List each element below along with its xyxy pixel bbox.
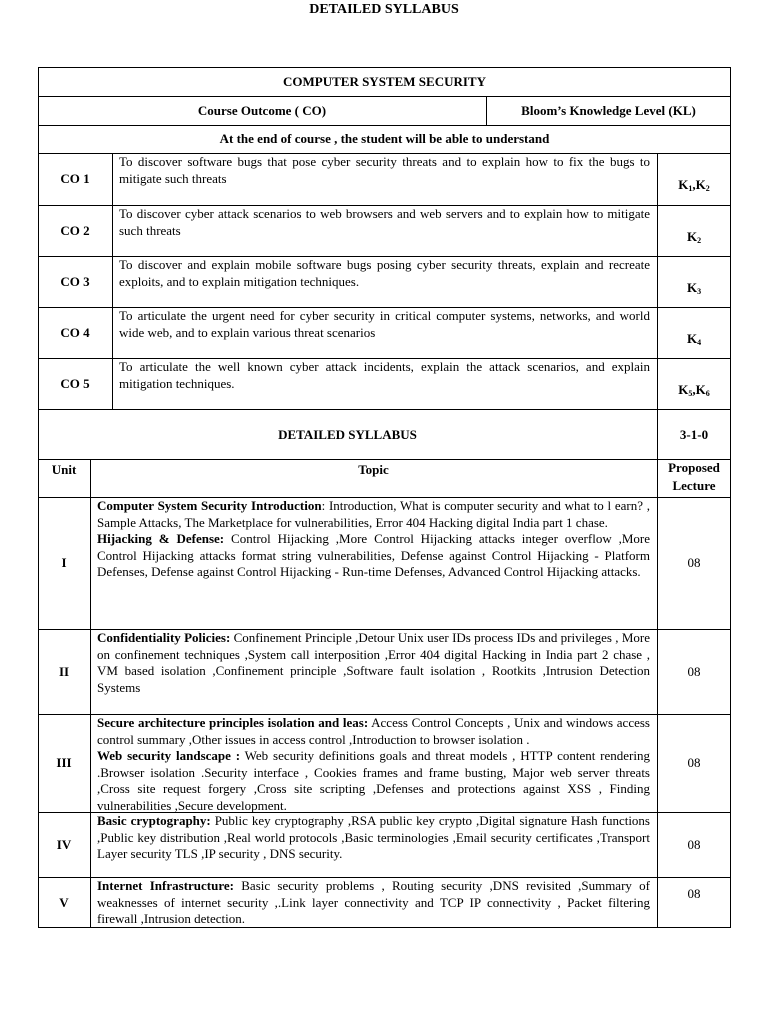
co-description: To articulate the well known cyber attack incidents, explain the attack scenarios, and explain mitigation techniques. [119, 359, 650, 391]
syllabus-credits: 3-1-0 [679, 426, 709, 442]
co-header: Course Outcome ( CO) [197, 102, 327, 118]
unit-topic [97, 813, 650, 863]
co-id: CO 5 [60, 376, 90, 391]
topic-paragraph [97, 715, 650, 748]
topic-heading: Basic cryptography: [97, 813, 211, 828]
unit-lectures: 08 [687, 555, 701, 570]
unit-lectures: 08 [687, 663, 701, 679]
co-id: CO 2 [60, 222, 90, 238]
col-lecture-line2: Lecture [672, 478, 716, 493]
topic-heading: Confidentiality Policies: [97, 630, 231, 645]
co-intro: At the end of course , the student will be able to understand [219, 131, 550, 146]
co-description: To articulate the urgent need for cyber security in critical computer systems, networks, and world wide web, and to explain various threat scenarios [119, 308, 650, 340]
kl-header: Bloom’s Knowledge Level (KL) [521, 102, 696, 118]
topic-text: Access Control Concepts , Unix and windows access control summary ,Other issues in access control ,Introduction to browser isolation . [97, 715, 650, 747]
topic-text: Introduction, What is computer security and what to l earn? , Sample Attacks, The Marketplace for vulnerabilities, Error 404 Hacking digital India part 1 chase. [97, 498, 650, 530]
topic-separator: : [321, 498, 329, 513]
co-knowledge-level: $K_1$ , $K_2$ [678, 177, 710, 193]
topic-heading: Secure architecture principles isolation and leas: [97, 715, 369, 730]
kl-value: $K_2$ [695, 177, 710, 193]
co-description: To discover cyber attack scenarios to web browsers and web servers and to explain how to mitigate such threats [119, 206, 650, 238]
course-title: COMPUTER SYSTEM SECURITY [283, 73, 486, 89]
topic-heading: Hijacking & Defense: [97, 531, 225, 546]
co-id: CO 1 [60, 171, 90, 186]
unit-number: V [59, 894, 69, 910]
kl-value: $K_3$ [686, 279, 702, 296]
col-unit-header: Unit [51, 462, 77, 477]
co-knowledge-level [657, 211, 731, 262]
topic-text: Confinement Principle ,Detour Unix user IDs process IDs and privileges , More on confinement techniques ,System call interposition ,Error 404 digital Hacking in India part 2 chase , VM based isolation ,Confinement principle ,Software fault isolation , Rootkits ,Intrusion Detection Systems [97, 630, 650, 695]
topic-heading: Web security landscape : [97, 748, 241, 763]
co-description: To discover and explain mobile software bugs posing cyber security threats, explain and recreate exploits, and to explain mitigation techniques. [119, 257, 650, 289]
co-id: CO 4 [60, 324, 90, 340]
unit-number: III [56, 755, 72, 770]
col-topic-header: Topic [358, 462, 389, 477]
co-knowledge-level [657, 262, 731, 313]
topic-paragraph [97, 630, 650, 696]
topic-heading: Computer System Security Introduction [97, 498, 322, 513]
unit-topic [97, 630, 650, 696]
topic-paragraph [97, 498, 650, 531]
page-title: DETAILED SYLLABUS [309, 2, 459, 17]
co-description: To discover software bugs that pose cyber security threats and to explain how to fix the bugs to mitigate such threats [119, 154, 650, 186]
kl-value: $K_6$ [695, 382, 710, 398]
unit-lectures: 08 [687, 836, 701, 852]
col-lecture-line1: Proposed [668, 460, 720, 475]
topic-text: Web security definitions goals and threat models , HTTP content rendering .Browser isolation .Security interface , Cookies frames and frame busting, Major web server threats ,Cross site request forgery ,Cross site scripting ,Defenses and protections against XSS , Finding vulnerabilities ,Secure development. [97, 748, 650, 813]
co-knowledge-level [657, 313, 731, 364]
co-id: CO 3 [60, 273, 90, 289]
kl-value: $K_5$ [678, 382, 693, 398]
syllabus-title: DETAILED SYLLABUS [278, 426, 417, 442]
unit-number: II [58, 663, 70, 679]
kl-value: $K_2$ [686, 228, 702, 245]
topic-paragraph [97, 748, 650, 814]
topic-text: Public key cryptography ,RSA public key crypto ,Digital signature Hash functions ,Public key distribution ,Real world protocols ,Basic terminologies ,Email security certificates ,Transport Layer security TLS ,IP security , DNS security. [97, 813, 650, 861]
col-lecture-header [657, 459, 731, 497]
topic-heading: Internet Infrastructure: [97, 878, 234, 893]
topic-paragraph [97, 878, 650, 928]
unit-lectures: 08 [687, 886, 701, 901]
topic-separator [224, 531, 231, 546]
co-knowledge-level: $K_5$ , $K_6$ [678, 382, 710, 398]
unit-number: IV [56, 836, 72, 852]
kl-value: $K_4$ [686, 330, 702, 347]
unit-lectures: 08 [687, 755, 701, 770]
unit-topic [97, 878, 650, 928]
topic-text: Basic security problems , Routing security ,DNS revisited ,Summary of weaknesses of internet security ,.Link layer connectivity and TCP IP connectivity , Packet filtering firewall ,Intrusion detection. [97, 878, 650, 926]
unit-topic [97, 498, 650, 581]
unit-topic [97, 715, 650, 814]
unit-number: I [61, 555, 67, 570]
topic-text: Control Hijacking ,More Control Hijacking attacks integer overflow ,More Control Hijacking attacks format string vulnerabilities, Defense against Control Hijacking - Platform Defenses, Defense against Control Hijacking - Run-time Defenses, Advanced Control Hijacking attacks. [97, 531, 651, 579]
topic-paragraph [97, 813, 650, 863]
kl-value: $K_1$ [678, 177, 693, 193]
topic-paragraph [97, 531, 650, 581]
